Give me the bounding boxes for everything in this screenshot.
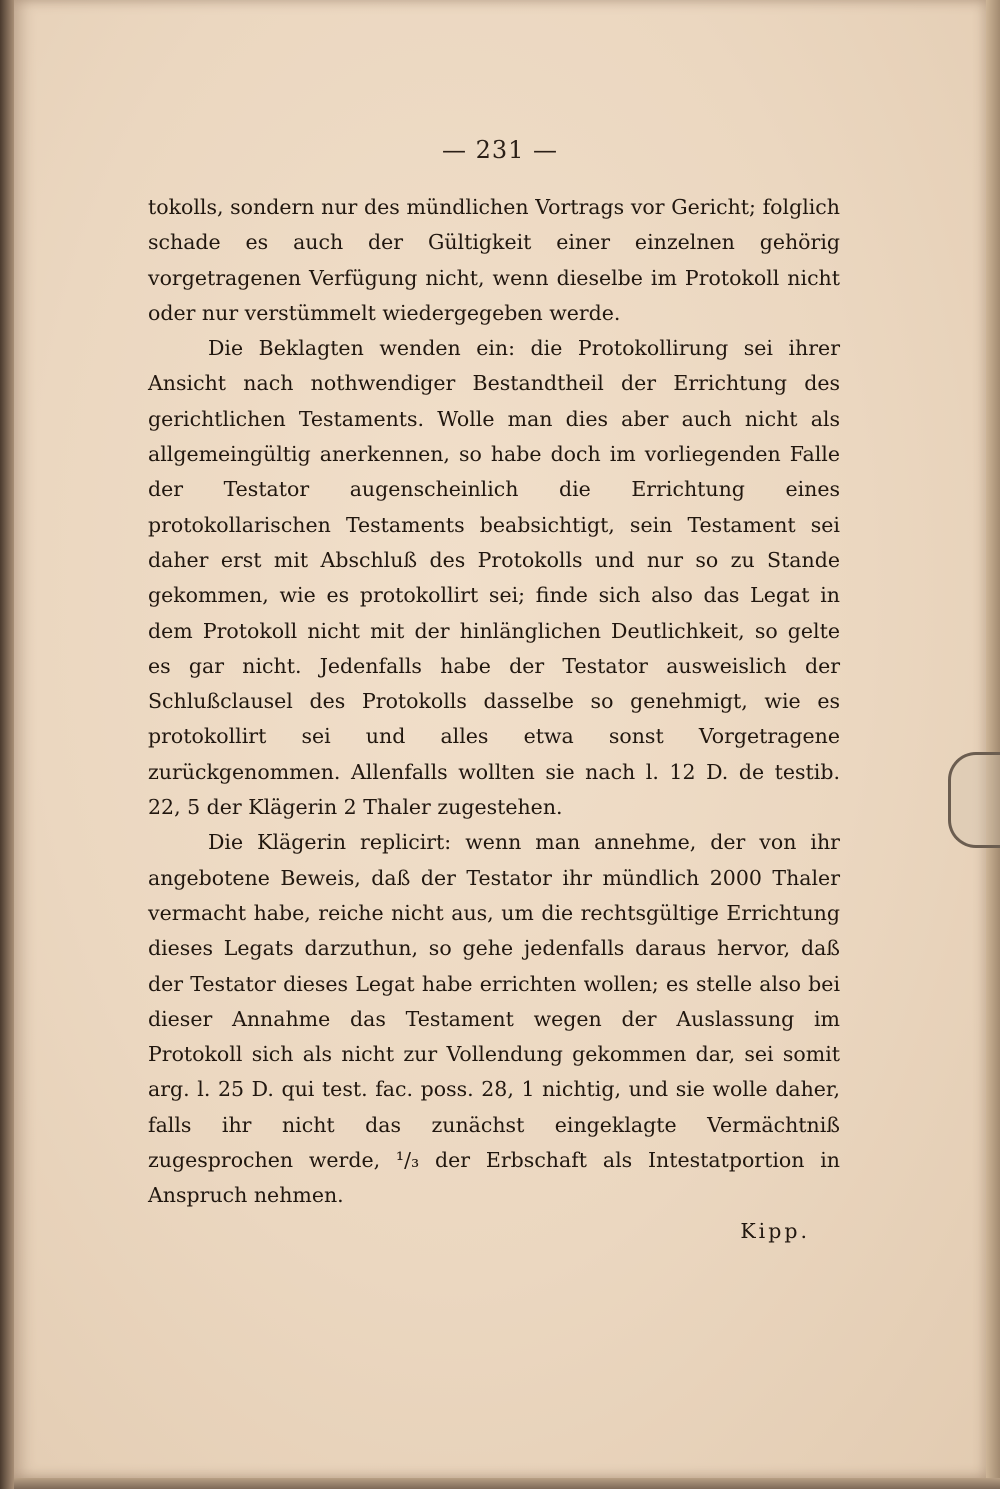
bookmark-clip — [948, 752, 1000, 848]
body-text — [148, 190, 840, 1249]
page-bottom-edge — [14, 1478, 1000, 1489]
author-signature: Kipp. — [740, 1218, 810, 1243]
paragraph-2: Die Beklagten wenden ein: die Protokollirung sei ihrer Ansicht nach nothwendiger Bestandtheil der Errichtung des gerichtlichen Testaments. Wolle man dies aber auch nicht als allgemeingültig anerkennen, so habe doch im vorliegenden Falle der Testator augenscheinlich die Errichtung eines protokollarischen Testaments beabsichtigt, sein Testament sei daher erst mit Abschluß des Protokolls und nur so zu Stande gekommen, wie es protokollirt sei; finde sich also das Legat in dem Protokoll nicht mit der hinlänglichen Deutlichkeit, so gelte es gar nicht. Jedenfalls habe der Testator ausweislich der Schlußclausel des Protokolls dasselbe so genehmigt, wie es protokollirt sei und alles etwa sonst Vorgetragene zurückgenommen. Allenfalls wollten sie nach l. 12 D. de testib. 22, 5 der Klägerin 2 Thaler zugestehen. — [148, 336, 840, 820]
page-right-edge — [986, 0, 1000, 1489]
book-page — [14, 0, 986, 1478]
signature-line — [148, 1214, 840, 1249]
page-number: — 231 — — [441, 136, 559, 164]
paragraph-3: Die Klägerin replicirt: wenn man annehme, der von ihr angebotene Beweis, daß der Testator ihr mündlich 2000 Thaler vermacht habe, reiche nicht aus, um die rechtsgültige Errichtung dieses Legats darzuthun, so gehe jedenfalls daraus hervor, daß der Testator dieses Legat habe errichten wollen; es stelle also bei dieser Annahme das Testament wegen der Auslassung im Protokoll sich als nicht zur Vollendung gekommen dar, sei somit arg. l. 25 D. qui test. fac. poss. 28, 1 nichtig, und sie wolle daher, falls ihr nicht das zunächst eingeklagte Vermächtniß zugesprochen werde, ¹/₃ der Erbschaft als Intestatportion in Anspruch nehmen. — [148, 830, 840, 1208]
paragraph-1: tokolls, sondern nur des mündlichen Vortrags vor Gericht; folglich schade es auch der Gültigkeit einer einzelnen gehörig vorgetragenen Verfügung nicht, wenn dieselbe im Protokoll nicht oder nur verstümmelt wiedergegeben werde. — [148, 195, 840, 325]
